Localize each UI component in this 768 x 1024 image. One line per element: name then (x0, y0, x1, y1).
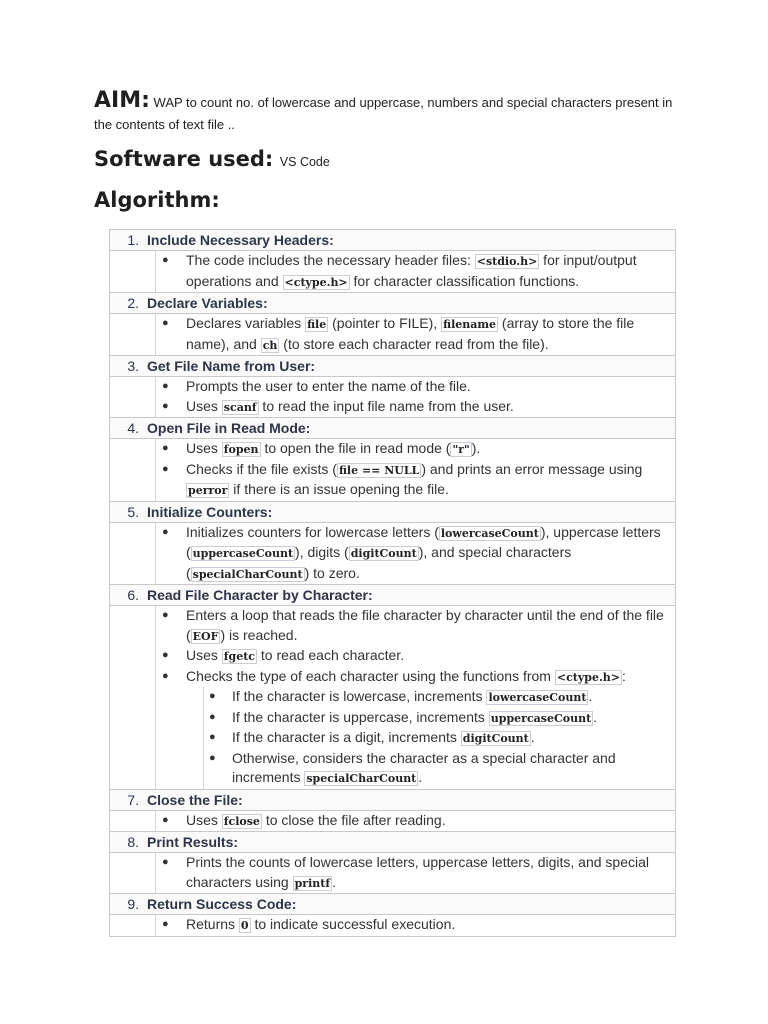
inline-code: <ctype.h> (284, 275, 348, 289)
bullet-icon: ● (209, 690, 216, 702)
bullet-icon: ● (162, 525, 169, 538)
step-title: Include Necessary Headers: (147, 232, 334, 248)
step-body-1 (109, 250, 676, 292)
item-text: Prompts the user to enter the name of the file. (186, 378, 471, 394)
step-title: Get File Name from User: (147, 358, 316, 374)
bullet-icon: ● (162, 813, 169, 826)
item-text: Uses (186, 647, 222, 663)
item-text: to read each character. (257, 647, 405, 663)
bullet-icon: ● (162, 856, 169, 868)
step-header-4 (109, 417, 676, 438)
step-body-6 (109, 605, 676, 789)
step-body-9 (109, 914, 676, 936)
bullet-icon: ● (162, 399, 169, 412)
step-number: 3. (127, 358, 139, 374)
item-text: If the character is uppercase, increments (232, 708, 489, 725)
list-item (110, 915, 675, 936)
item-text: Declares variables (186, 315, 306, 331)
sub-list-item (110, 687, 675, 708)
item-text: if there is an issue opening the file. (229, 481, 449, 497)
step-header-6 (109, 584, 676, 605)
bullet-icon: ● (162, 649, 169, 661)
step-header-2 (109, 292, 676, 313)
step-number: 9. (127, 896, 139, 912)
list-item (110, 251, 675, 292)
sub-list-item (110, 708, 675, 729)
step-number: 8. (127, 834, 139, 850)
step-title: Read File Character by Character: (147, 587, 373, 603)
step-title: Open File in Read Mode: (147, 420, 311, 436)
list-item (110, 811, 675, 832)
algorithm-steps-list (109, 229, 676, 937)
software-heading: Software used: (94, 147, 274, 171)
item-text: Checks the type of each character using the functions from (186, 667, 555, 684)
item-text: . (530, 729, 535, 745)
list-item (110, 646, 675, 667)
item-text: . (332, 873, 336, 890)
list-item (110, 314, 675, 355)
item-text: (array to store the file name), and (186, 315, 635, 352)
inline-code: uppercaseCount (490, 711, 592, 725)
item-text: Prints the counts of lowercase letters, uppercase letters, digits, and special characters using (186, 854, 650, 890)
inline-code: 0 (240, 919, 249, 932)
item-text: ) is reached. (220, 626, 298, 643)
bullet-icon: ● (162, 609, 169, 621)
step-header-3 (109, 355, 676, 376)
list-item (110, 460, 675, 501)
item-text: ). (471, 440, 481, 456)
step-title: Return Success Code: (147, 896, 297, 912)
item-text: Checks if the file exists ( (186, 460, 337, 477)
inline-code: fopen (223, 443, 259, 456)
algorithm-heading: Algorithm: (94, 188, 220, 212)
list-item (110, 853, 675, 893)
list-item (110, 439, 675, 460)
step-body-4 (109, 438, 676, 501)
step-number: 7. (127, 791, 139, 808)
item-text: Returns (186, 916, 239, 932)
bullet-icon: ● (162, 380, 169, 392)
item-text: to open the file in read mode ( (260, 440, 451, 456)
item-text: (pointer to FILE), (328, 315, 442, 331)
inline-code: ch (262, 338, 278, 352)
step-header-8 (109, 831, 676, 852)
item-text: Initializes counters for lowercase letters ( (186, 523, 439, 540)
step-number: 4. (127, 420, 139, 436)
sub-list-item (110, 749, 675, 789)
item-text: If the character is lowercase, increments (232, 688, 487, 704)
bullet-icon: ● (162, 254, 169, 266)
item-text: for character classification functions. (349, 272, 580, 289)
inline-code: digitCount (462, 732, 529, 745)
aim-heading: AIM: (94, 88, 150, 113)
sub-list-item (110, 728, 675, 749)
item-text: ), and special characters ( (186, 544, 572, 581)
step-title: Declare Variables: (147, 295, 268, 311)
item-text: ), uppercase letters ( (186, 523, 661, 560)
list-item (110, 377, 675, 397)
bullet-icon: ● (162, 317, 169, 329)
list-item (110, 523, 675, 585)
inline-code: fclose (223, 814, 260, 828)
software-section (94, 147, 330, 171)
item-text: . (588, 688, 593, 704)
aim-section (94, 90, 694, 136)
step-header-9 (109, 893, 676, 914)
inline-code: scanf (223, 400, 257, 414)
item-text: to close the file after reading. (261, 811, 446, 828)
item-text: Uses (186, 397, 222, 414)
sub-list (110, 687, 675, 789)
inline-code: fgetc (223, 650, 255, 663)
inline-code: EOF (192, 629, 219, 643)
step-number: 5. (127, 503, 139, 520)
step-header-1 (109, 229, 676, 250)
item-text: to indicate successful execution. (250, 916, 456, 932)
item-text: ), digits ( (295, 544, 349, 560)
item-text: . (418, 769, 423, 785)
list-item (110, 667, 675, 688)
step-header-5 (109, 501, 676, 522)
inline-code: digitCount (350, 547, 417, 560)
inline-code: perror (188, 484, 228, 497)
inline-code: filename (443, 318, 497, 331)
list-item (110, 606, 675, 646)
inline-code: file == NULL (338, 463, 420, 477)
aim-text: WAP to count no. of lowercase and uppercase, numbers and special characters present in the contents of text file .. (94, 95, 673, 132)
inline-code: printf (294, 876, 331, 890)
step-title: Initialize Counters: (147, 503, 273, 520)
item-text: (to store each character read from the file). (279, 335, 549, 352)
bullet-icon: ● (162, 442, 169, 454)
inline-code: specialCharCount (192, 567, 303, 581)
step-body-5 (109, 522, 676, 585)
item-text: ) and prints an error message using (421, 460, 643, 477)
bullet-icon: ● (162, 918, 169, 930)
bullet-icon: ● (209, 710, 216, 723)
item-text: . (593, 708, 598, 725)
item-text: Uses (186, 811, 222, 828)
step-number: 2. (127, 295, 139, 311)
inline-code: uppercaseCount (192, 547, 294, 560)
bullet-icon: ● (162, 462, 169, 475)
inline-code: <ctype.h> (556, 670, 620, 684)
step-header-7 (109, 789, 676, 810)
inline-code: <stdio.h> (476, 255, 538, 268)
step-number: 6. (127, 587, 139, 603)
inline-code: "r" (452, 443, 470, 456)
inline-code: lowercaseCount (440, 526, 539, 540)
software-text: VS Code (279, 155, 330, 169)
item-text: Otherwise, considers the character as a special character and increments (232, 749, 616, 785)
bullet-icon: ● (209, 751, 216, 764)
step-body-3 (109, 376, 676, 417)
item-text: : (622, 667, 626, 684)
list-item (110, 397, 675, 418)
inline-code: file (307, 318, 327, 331)
inline-code: specialCharCount (306, 772, 417, 785)
item-text: for input/output operations and (186, 252, 637, 289)
item-text: to read the input file name from the user. (258, 397, 514, 414)
step-number: 1. (127, 232, 139, 248)
item-text: ) to zero. (304, 564, 360, 581)
bullet-icon: ● (209, 731, 216, 743)
item-text: The code includes the necessary header files: (186, 252, 475, 268)
step-title: Print Results: (147, 834, 239, 850)
step-body-7 (109, 810, 676, 832)
inline-code: lowercaseCount (488, 691, 587, 704)
item-text: Uses (186, 440, 222, 456)
item-text: If the character is a digit, increments (232, 729, 461, 745)
step-body-2 (109, 313, 676, 355)
item-text: Enters a loop that reads the file character by character until the end of the file ( (186, 607, 664, 643)
step-title: Close the File: (147, 791, 243, 808)
bullet-icon: ● (162, 669, 169, 682)
step-body-8 (109, 852, 676, 893)
